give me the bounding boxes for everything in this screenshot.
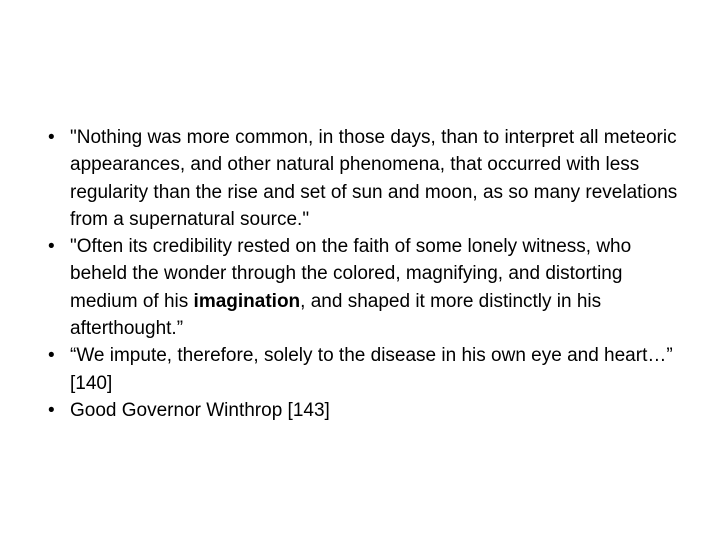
bullet-text: “We impute, therefore, solely to the disease in his own eye and heart…” [140] <box>70 345 673 394</box>
bullet-dot-icon: • <box>48 127 55 148</box>
bullet-list <box>48 124 684 424</box>
bullet-item-2 <box>48 233 684 342</box>
bullet-item-3 <box>48 342 684 397</box>
bullet-text-after: , and shaped it more distinctly in his afterthought.” <box>70 290 602 340</box>
bullet-dot-icon: • <box>48 236 55 258</box>
bullet-item-4 <box>48 397 684 424</box>
bullet-item-1 <box>48 124 684 233</box>
bullet-dot-icon: • <box>48 345 55 367</box>
bullet-text: Good Governor Winthrop [143] <box>70 399 330 421</box>
bullet-text-before: "Often its credibility rested on the faith of some lonely witness, who beheld the wonder through the colored, magnifying, and distorting medium of his <box>70 236 632 312</box>
bullet-text: "Nothing was more common, in those days, than to interpret all meteoric appearances, and other natural phenomena, that occurred with less regularity than the rise and set of sun and moon, as so many revelations from a supernatural source." <box>70 127 678 230</box>
bullet-emphasis: imagination <box>193 290 301 312</box>
bullet-dot-icon: • <box>48 399 55 421</box>
